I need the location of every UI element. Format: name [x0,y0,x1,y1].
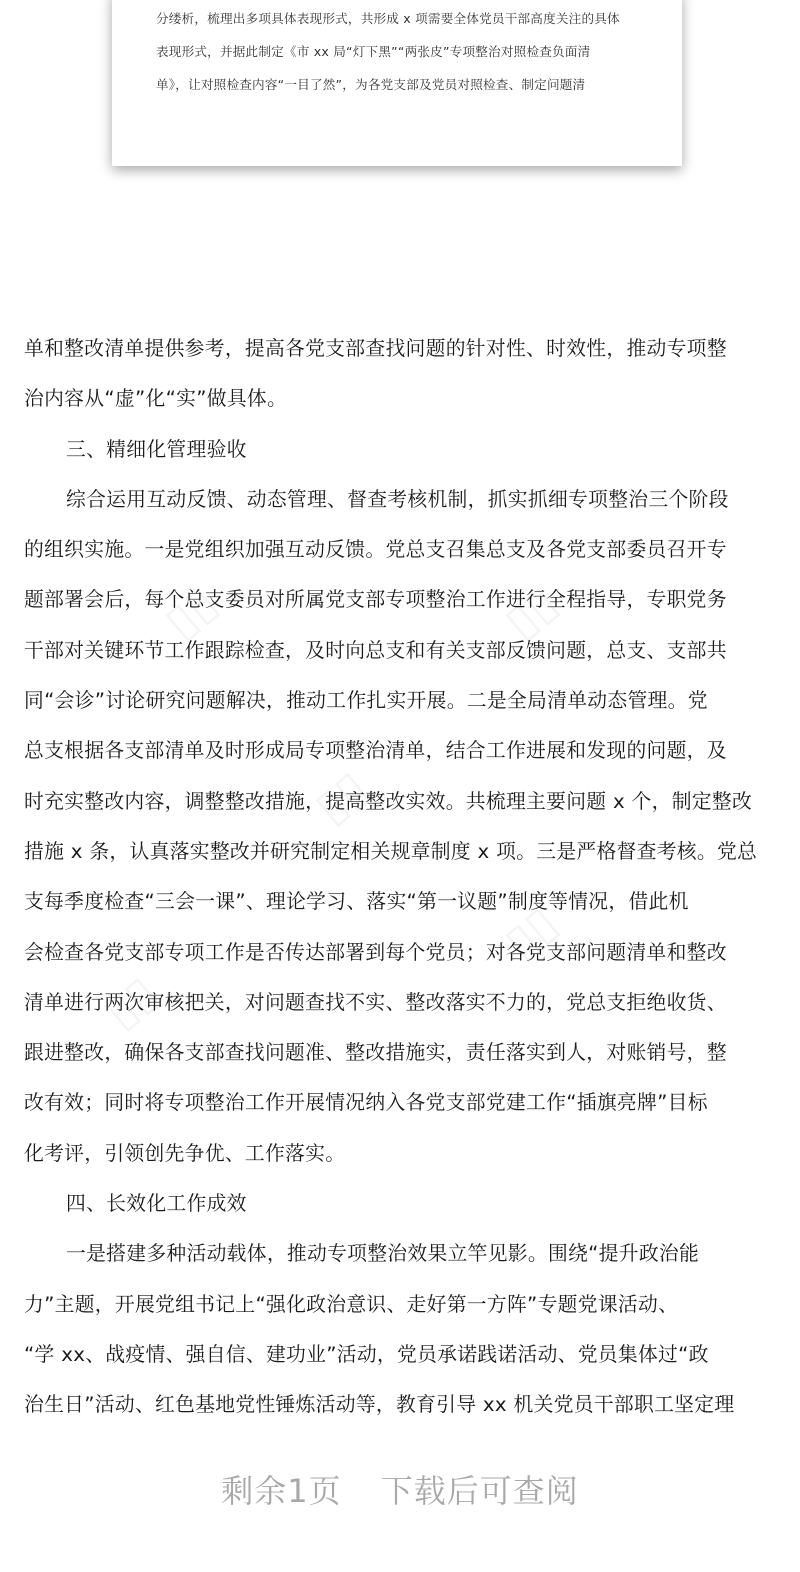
preview-line: 表现形式，并据此制定《市 xx 局“灯下黑”“两张皮”专项整治对照检查负面清 [156,44,591,59]
paragraph-line: 总支根据各支部清单及时形成局专项整治清单，结合工作进展和发现的问题，及 [24,739,727,763]
paragraph-line: 化考评，引领创先争优、工作落实。 [24,1141,346,1165]
paragraph-line: 的组织实施。一是党组织加强互动反馈。党总支召集总支及各党支部委员召开专 [24,538,727,562]
section-heading: 四、长效化工作成效 [66,1192,247,1216]
paragraph-line: 跟进整改，确保各支部查找问题准、整改措施实，责任落实到人，对账销号，整 [24,1041,727,1065]
paragraph-line: 同“会诊”讨论研究问题解决，推动工作扎实开展。二是全局清单动态管理。党 [24,689,708,713]
paragraph-line: 一是搭建多种活动载体，推动专项整治效果立竿见影。围绕“提升政治能 [66,1242,700,1266]
paragraph-line: 力”主题，开展党组书记上“强化政治意识、走好第一方阵”专题党课活动、 [24,1292,679,1316]
document-body [24,324,780,1431]
paragraph-line: 干部对关键环节工作跟踪检查，及时向总支和有关支部反馈问题，总支、支部共 [24,638,727,662]
section-heading: 三、精细化管理验收 [66,437,247,461]
paragraph-line: 改有效；同时将专项整治工作开展情况纳入各党支部党建工作“插旗亮牌”目标 [24,1091,708,1115]
paragraph-line: 时充实整改内容，调整整改措施，提高整改实效。共梳理主要问题 x 个，制定整改 [24,789,753,813]
paragraph-line: “学 xx、战疫情、强自信、建功业”活动，党员承诺践诺活动、党员集体过“政 [24,1342,709,1366]
remaining-pages-notice[interactable]: 剩余1页 下载后可查阅 [221,1472,579,1510]
preview-line: 分缕析，梳理出多项具体表现形式，共形成 x 项需要全体党员干部高度关注的具体 [156,11,620,26]
paragraph-line: 支每季度检查“三会一课”、理论学习、落实“第一议题”制度等情况，借此机 [24,890,689,914]
paragraph-line: 单和整改清单提供参考，提高各党支部查找问题的针对性、时效性，推动专项整 [24,337,727,360]
preview-line: 单》，让对照检查内容“一目了然”，为各党支部及党员对照检查、制定问题清 [156,77,586,92]
paragraph-line: 治生日”活动、红色基地党性锤炼活动等，教育引导 xx 机关党员干部职工坚定理 [24,1393,735,1417]
paragraph-line: 治内容从“虚”化“实”做具体。 [24,387,288,411]
paragraph-line: 题部署会后，每个总支委员对所属党支部专项整治工作进行全程指导，专职党务 [24,588,727,612]
paragraph-line: 措施 x 条，认真落实整改并研究制定相关规章制度 x 项。三是严格督查考核。党总 [24,839,758,863]
paragraph-line: 清单进行两次审核把关，对问题查找不实、整改落实不力的，党总支拒绝收货、 [24,990,727,1014]
paragraph-line: 会检查各党支部专项工作是否传达部署到每个党员；对各党支部问题清单和整改 [24,940,727,964]
preview-card [112,0,682,166]
paragraph-line: 综合运用互动反馈、动态管理、督查考核机制，抓实抓细专项整治三个阶段 [66,487,729,511]
